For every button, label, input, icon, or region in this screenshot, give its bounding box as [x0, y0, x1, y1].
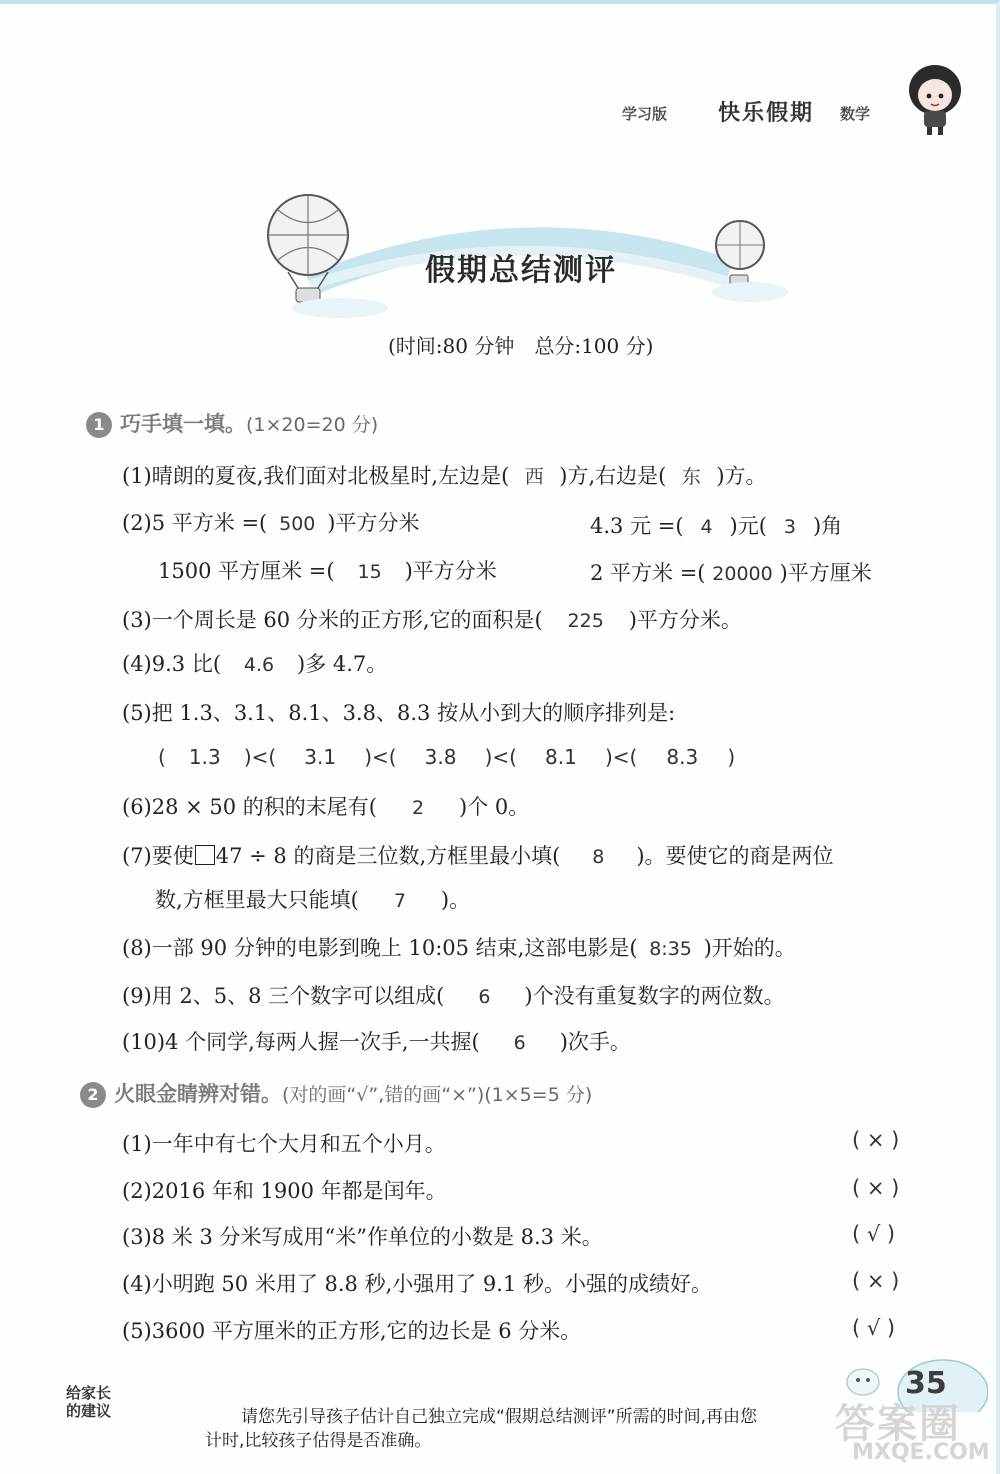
judge-item: (5)3600 平方厘米的正方形,它的边长是 6 分米。	[122, 1319, 582, 1343]
judge-item: (4)小明跑 50 米用了 8.8 秒,小强用了 9.1 秒。小强的成绩好。	[122, 1272, 712, 1296]
question-2a	[122, 507, 419, 537]
question-2c	[158, 555, 497, 585]
q1-answer-1: 西	[524, 466, 544, 488]
q3-text-a: (3)一个周长是 60 分米的正方形,它的面积是(	[122, 608, 543, 632]
q1-text-b: )方,右边是(	[559, 464, 667, 488]
q2b-text-a: 4.3 元 =(	[590, 514, 684, 538]
q6-text-b: )个 0。	[459, 795, 530, 819]
q1-answer-2: 东	[681, 466, 701, 488]
q3-text-b: )平方分米。	[628, 608, 742, 632]
title-banner	[250, 190, 790, 320]
q9-answer: 6	[478, 986, 491, 1008]
judge-item: (1)一年中有七个大月和五个小月。	[122, 1132, 446, 1156]
q8-text-a: (8)一部 90 分钟的电影到晚上 10:05 结束,这部电影是(	[122, 936, 638, 960]
judge-mark: ( × )	[852, 1128, 900, 1152]
q5-order-1: 1.3	[188, 745, 221, 769]
q2a-text-b: )平方分米	[327, 511, 420, 535]
q10-text-a: (10)4 个同学,每两人握一次手,一共握(	[122, 1030, 480, 1054]
section2-title: 火眼金睛辨对错。	[114, 1082, 282, 1106]
judge-mark: ( × )	[852, 1176, 900, 1200]
q4-text-b: )多 4.7。	[297, 652, 388, 676]
section1-number-badge: 1	[86, 412, 112, 438]
section1-title: 巧手填一填。	[120, 412, 246, 436]
judge-item: (2)2016 年和 1900 年都是闰年。	[122, 1179, 447, 1203]
q2d-answer: 20000	[712, 563, 773, 585]
judge-mark: ( √ )	[852, 1222, 896, 1246]
watermark-logo: 答案圈	[835, 1401, 961, 1447]
question-2d	[590, 557, 872, 587]
header-subject: 数学	[840, 105, 871, 123]
time-info: (时间:80 分钟 总分:100 分)	[388, 334, 654, 358]
q7-answer-2: 7	[393, 890, 406, 912]
q3-answer: 225	[567, 610, 604, 632]
page-title: 假期总结测评	[425, 253, 617, 288]
q5-order-5: 8.3	[666, 745, 699, 769]
watermark-url: MXQE.COM	[852, 1440, 990, 1465]
q8-text-b: )开始的。	[703, 936, 796, 960]
question-5: (5)把 1.3、3.1、8.1、3.8、8.3 按从小到大的顺序排列是:	[122, 701, 676, 725]
q4-text-a: (4)9.3 比(	[122, 652, 222, 676]
q5-order-3: 3.8	[424, 745, 457, 769]
page-number: 35	[905, 1366, 947, 1401]
q10-answer: 6	[513, 1032, 526, 1054]
q2a-text-a: (2)5 平方米 =(	[122, 511, 268, 535]
q2b-text-c: )角	[812, 514, 843, 538]
parent-tip-label-line1: 给家长	[66, 1384, 112, 1402]
parent-tip-label	[66, 1384, 111, 1420]
girl-mascot-icon	[900, 60, 970, 140]
q5-order-2: 3.1	[304, 745, 337, 769]
section2-heading	[80, 1078, 592, 1108]
q7-text-c: )。要使它的商是两位	[636, 844, 834, 868]
q2c-text-b: )平方分米	[404, 559, 497, 583]
section2-number-badge: 2	[80, 1082, 106, 1108]
question-4	[122, 648, 387, 678]
question-10	[122, 1026, 631, 1056]
question-8	[122, 932, 796, 962]
judge-mark: ( × )	[852, 1269, 900, 1293]
q7-text-e: )。	[440, 888, 471, 912]
q8-answer: 8:35	[649, 938, 692, 960]
section2-score-note: (对的画“√”,错的画“×”)(1×5=5 分)	[282, 1084, 593, 1106]
question-5-order: ( 1.3 )<( 3.1 )<( 3.8 )<( 8.1 )<( 8.3 )	[158, 745, 736, 769]
q9-text-b: )个没有重复数字的两位数。	[524, 984, 785, 1008]
parent-tip-line2: 计时,比较孩子估得是否准确。	[205, 1431, 432, 1451]
question-1	[122, 460, 767, 490]
section1-score-note: (1×20=20 分)	[246, 414, 379, 436]
section1-heading	[86, 408, 378, 438]
q6-answer: 2	[411, 797, 425, 819]
q2a-answer: 500	[279, 513, 316, 535]
q10-text-b: )次手。	[559, 1030, 631, 1054]
q7-text-b: 47 ÷ 8 的商是三位数,方框里最小填(	[215, 844, 561, 868]
q2c-text-a: 1500 平方厘米 =(	[158, 559, 335, 583]
parent-tip-line1: 请您先引导孩子估计自己独立完成“假期总结测评”所需的时间,再由您	[241, 1407, 758, 1427]
q2d-text-a: 2 平方米 =(	[590, 561, 706, 585]
header-brand: 快乐假期	[718, 101, 815, 126]
blank-box-icon	[195, 845, 215, 865]
q2b-text-b: )元(	[729, 514, 767, 538]
question-7-cont	[155, 884, 470, 914]
q2c-answer: 15	[357, 561, 382, 583]
question-3	[122, 604, 742, 634]
q2b-answer-1: 4	[700, 516, 713, 538]
q4-answer: 4.6	[243, 654, 275, 676]
q7-answer-1: 8	[592, 846, 605, 868]
q5-order-4: 8.1	[545, 745, 577, 769]
q2d-text-b: )平方厘米	[779, 561, 872, 585]
q1-text-a: (1)晴朗的夏夜,我们面对北极星时,左边是(	[122, 464, 510, 488]
q2b-answer-2: 3	[783, 516, 796, 538]
q7-text-d: 数,方框里最大只能填(	[155, 888, 359, 912]
header-edition: 学习版	[622, 105, 668, 123]
question-2b	[590, 510, 842, 540]
q1-text-c: )方。	[716, 464, 767, 488]
parent-tip-label-line2: 的建议	[66, 1402, 112, 1420]
parent-tip-text	[205, 1405, 757, 1453]
q9-text-a: (9)用 2、5、8 三个数字可以组成(	[122, 984, 445, 1008]
question-7	[122, 840, 834, 870]
judge-mark: ( √ )	[852, 1316, 896, 1340]
q6-text-a: (6)28 × 50 的积的末尾有(	[122, 795, 378, 819]
question-9	[122, 980, 785, 1010]
question-6	[122, 791, 529, 821]
judge-item: (3)8 米 3 分米写成用“米”作单位的小数是 8.3 米。	[122, 1225, 603, 1249]
q7-text-a: (7)要使	[122, 844, 194, 868]
